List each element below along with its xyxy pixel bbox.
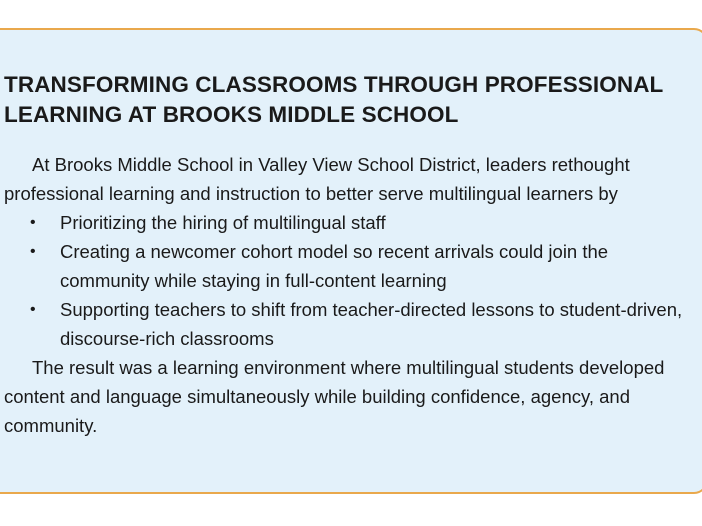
bullet-icon: •	[30, 301, 36, 318]
bullet-text: Creating a newcomer cohort model so recent arrivals could join the community while staying in full-content learning	[60, 241, 609, 291]
bullet-item	[4, 295, 702, 353]
bullet-item	[4, 237, 702, 295]
result-paragraph: The result was a learning environment where multilingual students developed content and language simultaneously while building confidence, agency, and community.	[4, 357, 665, 436]
bullet-list	[4, 208, 702, 353]
intro-paragraph: At Brooks Middle School in Valley View School District, leaders rethought professional learning and instruction to better serve multilingual learners by	[4, 154, 630, 204]
callout-body	[4, 150, 702, 440]
bullet-text: Prioritizing the hiring of multilingual staff	[60, 212, 386, 233]
bullet-item	[4, 208, 702, 237]
bullet-icon: •	[30, 214, 36, 231]
bullet-text: Supporting teachers to shift from teacher-directed lessons to student-driven, discourse-rich classrooms	[60, 299, 683, 349]
callout-heading: TRANSFORMING CLASSROOMS THROUGH PROFESSIONAL LEARNING AT BROOKS MIDDLE SCHOOL	[4, 72, 663, 127]
bullet-icon: •	[30, 243, 36, 260]
